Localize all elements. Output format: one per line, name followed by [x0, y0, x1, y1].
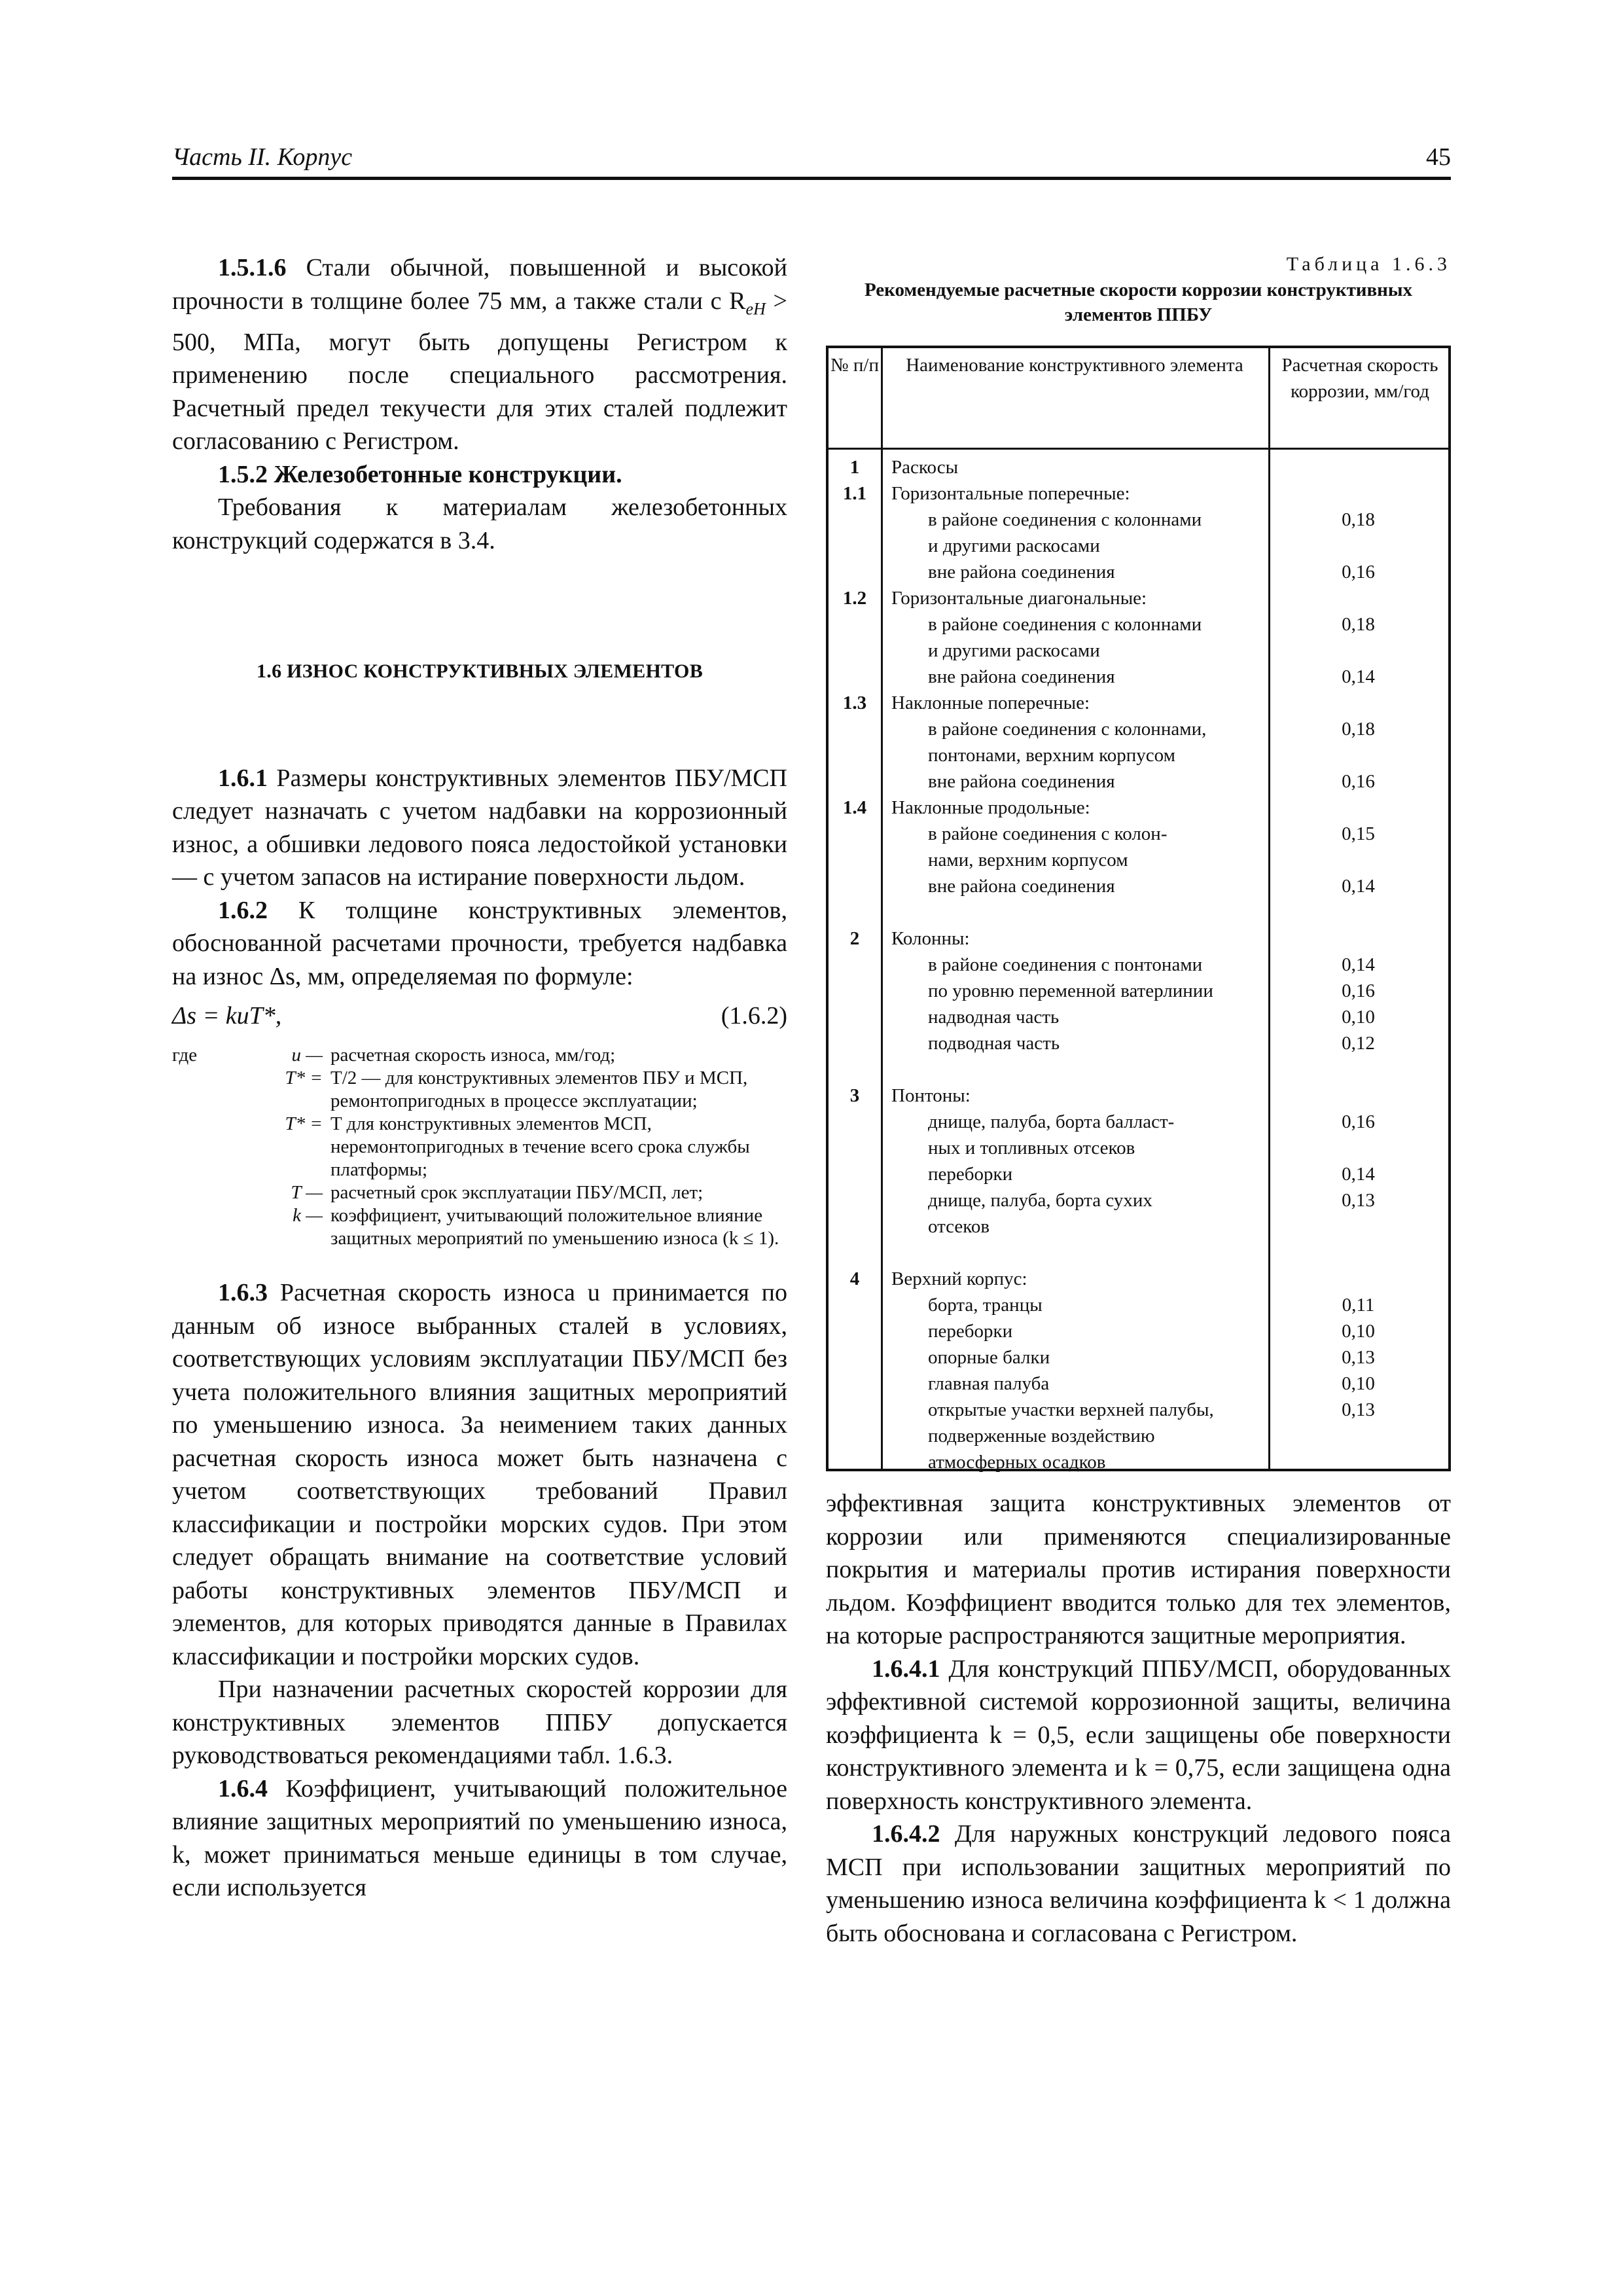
table-row: [829, 585, 1448, 611]
table-row: [829, 1292, 1448, 1318]
row-rate: [1268, 795, 1448, 821]
row-element: надводная часть: [928, 1007, 1060, 1028]
row-number: 1.2: [842, 588, 867, 609]
table-row: [829, 1030, 1448, 1056]
table-row: [829, 690, 1448, 716]
table-row: [829, 1266, 1448, 1292]
row-number: [829, 1187, 881, 1213]
row-number: [829, 952, 881, 978]
row-rate: 0,18: [1342, 509, 1375, 530]
row-element: опорные балки: [928, 1347, 1050, 1368]
table-row: [829, 1449, 1448, 1475]
row-rate: [1268, 742, 1448, 768]
table-row: [829, 1109, 1448, 1135]
row-number: 1: [849, 457, 860, 478]
row-rate: [1268, 690, 1448, 716]
row-element: Наклонные поперечные:: [891, 692, 1090, 713]
row-number: [829, 847, 881, 873]
row-rate: [1268, 1135, 1448, 1161]
row-element: в районе соединения с колоннами: [928, 614, 1202, 635]
row-number: [829, 611, 881, 637]
page-header: [172, 140, 1451, 180]
row-number: [829, 1449, 881, 1475]
row-rate: 0,11: [1342, 1295, 1375, 1316]
table-row: [829, 768, 1448, 795]
table-row: [829, 742, 1448, 768]
row-rate: 0,15: [1342, 823, 1375, 844]
row-rate: [1268, 1449, 1448, 1475]
paragraph-1-6-4: 1.6.4 Коэффициент, учитывающий положительное влияние защитных мероприятий по уменьшению износа, k, может приниматься меньше единицы в том случае, если используется: [172, 1774, 787, 1902]
row-number: [829, 1371, 881, 1397]
row-number: [829, 1397, 881, 1423]
table-number: Таблица 1.6.3: [1286, 253, 1451, 275]
paragraph-1-6-4-1: 1.6.4.1 Для конструкций ППБУ/МСП, оборудованных эффективной системой коррозионной защиты, величина коэффициента k = 0,5, если защищены обе поверхности конструктивного элемента и k = 0,75, если защищена одна поверхность конструктивного элемента.: [826, 1655, 1451, 1815]
table-row: [829, 1423, 1448, 1449]
table-row: [829, 1213, 1448, 1240]
row-rate: 0,13: [1342, 1347, 1375, 1368]
row-number: [829, 1109, 881, 1135]
paragraph-1-6-1: 1.6.1 Размеры конструктивных элементов ПБУ/МСП следует назначать с учетом надбавки на коррозионный износ, а обшивки ледового пояса ледостойкой установки — с учетом запасов на истирание поверхности льдом.: [172, 764, 787, 891]
row-rate: 0,14: [1342, 1164, 1375, 1185]
row-number: [829, 768, 881, 795]
row-number: 2: [849, 928, 860, 949]
row-rate: 0,10: [1342, 1007, 1375, 1028]
table-row: [829, 664, 1448, 690]
row-number: [829, 507, 881, 533]
left-column: [172, 251, 787, 1905]
row-element: борта, транцы: [928, 1295, 1043, 1316]
row-element: днище, палуба, борта балласт-: [928, 1111, 1175, 1132]
row-rate: 0,12: [1342, 1033, 1375, 1054]
row-element: подводная часть: [928, 1033, 1060, 1054]
row-element: атмосферных осадков: [928, 1452, 1106, 1473]
row-number: 1.4: [842, 797, 867, 818]
row-element: и другими раскосами: [928, 640, 1100, 661]
paragraph-1-6-3-b: При назначении расчетных скоростей коррозии для конструктивных элементов ППБУ допускается руководствоваться рекомендациями табл. 1.6.3.: [172, 1676, 787, 1770]
table-row: [829, 1371, 1448, 1397]
row-rate: [1268, 1423, 1448, 1449]
row-number: [829, 1292, 881, 1318]
row-rate: [1268, 480, 1448, 507]
row-element: Горизонтальные диагональные:: [891, 588, 1147, 609]
row-number: [829, 821, 881, 847]
running-title: Часть II. Корпус: [172, 143, 353, 171]
paragraph-1-6-4-cont: эффективная защита конструктивных элементов от коррозии или применяются специализированные покрытия и материалы против истирания поверхности льдом. Коэффициент вводится только для тех элементов, на которые распространяются защитные мероприятия.: [826, 1490, 1451, 1649]
row-number: [829, 533, 881, 559]
table-row: [829, 1318, 1448, 1344]
row-number: [829, 716, 881, 742]
table-row: [829, 507, 1448, 533]
formula-text: Δs = kuT*,: [172, 1002, 282, 1030]
table-row: [829, 1161, 1448, 1187]
row-rate: 0,16: [1342, 980, 1375, 1001]
row-rate: [1268, 1266, 1448, 1292]
table-gap: [829, 899, 1448, 925]
row-number: 4: [849, 1268, 860, 1289]
row-element: ных и топливных отсеков: [928, 1138, 1135, 1158]
row-rate: [1268, 925, 1448, 952]
row-number: 1.3: [842, 692, 867, 713]
table-row: [829, 1004, 1448, 1030]
row-rate: 0,18: [1342, 614, 1375, 635]
row-element: переборки: [928, 1321, 1013, 1342]
row-element: главная палуба: [928, 1373, 1050, 1394]
row-element: вне района соединения: [928, 771, 1115, 792]
row-number: [829, 1004, 881, 1030]
table-row: [829, 1083, 1448, 1109]
row-number: [829, 1344, 881, 1371]
row-number: [829, 978, 881, 1004]
table-row: [829, 611, 1448, 637]
row-rate: 0,14: [1342, 666, 1375, 687]
row-rate: 0,10: [1342, 1321, 1375, 1342]
row-number: [829, 1161, 881, 1187]
row-element: подверженные воздействию: [928, 1426, 1155, 1446]
table-head-num: № п/п: [830, 355, 879, 376]
row-number: [829, 1318, 881, 1344]
table-row: [829, 1344, 1448, 1371]
table-row: [829, 480, 1448, 507]
table-row: [829, 952, 1448, 978]
table-caption: [826, 251, 1451, 327]
table-gap: [829, 1240, 1448, 1266]
row-element: переборки: [928, 1164, 1013, 1185]
table-row: [829, 821, 1448, 847]
row-rate: [1268, 1213, 1448, 1240]
right-column: [826, 1487, 1451, 1950]
row-number: [829, 873, 881, 899]
row-element: в районе соединения с понтонами: [928, 954, 1203, 975]
row-rate: [1268, 637, 1448, 664]
row-element: понтонами, верхним корпусом: [928, 745, 1175, 766]
paragraph-1-6-3: 1.6.3 Расчетная скорость износа u принимается по данным об износе выбранных сталей в условиях, соответствующих условиям эксплуатации ПБУ/МСП без учета положительного влияния защитных мероприятий по уменьшению износа. За неимением таких данных расчетная скорость износа может быть назначена с учетом соответствующих требований Правил классификации и постройки морских судов. При этом следует обращать внимание на соответствие условий работы конструктивных элементов ПБУ/МСП и элементов, для которых приводятся данные в Правилах классификации и постройки морских судов.: [172, 1279, 787, 1670]
table-row: [829, 873, 1448, 899]
paragraph-1-6-4-2: 1.6.4.2 Для наружных конструкций ледового пояса МСП при использовании защитных мероприятий по уменьшению износа величина коэффициента k < 1 должна быть обоснована и согласована с Регистром.: [826, 1820, 1451, 1947]
row-rate: 0,13: [1342, 1399, 1375, 1420]
table-row: [829, 795, 1448, 821]
row-number: [829, 559, 881, 585]
table-row: [829, 847, 1448, 873]
paragraph-1-5-1-6: 1.5.1.6 Стали обычной, повышенной и высокой прочности в толщине более 75 мм, а также стали с $R_{eH} > 500$, МПа, могут быть допущены Регистром к применению после специального рассмотрения. Расчетный предел текучести для этих сталей подлежит согласованию с Регистром.: [172, 254, 787, 456]
heading-1-5-2: 1.5.2 Железобетонные конструкции.: [218, 460, 622, 488]
row-number: [829, 1213, 881, 1240]
row-rate: 0,10: [1342, 1373, 1375, 1394]
row-rate: [1268, 847, 1448, 873]
row-number: [829, 1423, 881, 1449]
row-rate: [1268, 585, 1448, 611]
row-element: отсеков: [928, 1216, 990, 1237]
table-row: [829, 1135, 1448, 1161]
row-element: в районе соединения с колоннами,: [928, 719, 1207, 740]
row-number: [829, 1135, 881, 1161]
row-element: и другими раскосами: [928, 535, 1100, 556]
table-head-name: Наименование конструктивного элемента: [906, 355, 1243, 376]
table-row: [829, 1397, 1448, 1423]
row-number: 1.1: [842, 483, 867, 504]
table-body: [829, 454, 1448, 1475]
table-row: [829, 559, 1448, 585]
table-row: [829, 978, 1448, 1004]
row-rate: 0,14: [1342, 954, 1375, 975]
row-element: Горизонтальные поперечные:: [891, 483, 1130, 504]
page-number: 45: [1426, 143, 1451, 171]
row-element: открытые участки верхней палубы,: [928, 1399, 1214, 1420]
row-number: [829, 742, 881, 768]
row-rate: 0,14: [1342, 876, 1375, 897]
formula-legend: где u — расчетная скорость износа, мм/год; T* = T/2 — для конструктивных элементов ПБУ и МСП, ремонтопригодных в процессе эксплуатации; T* = T для конструктивных элементов МСП, неремонтопригодных в течение всего срока службы платформы; T — расчетный срок эксплуатации ПБУ/МСП, лет; k — коэффициент, учитывающий положительное влияние защитных мероприятий по уменьшению износа (k ≤ 1).: [172, 1045, 779, 1249]
table-head-rate: Расчетная скорость коррозии, мм/год: [1281, 355, 1438, 402]
row-number: [829, 1030, 881, 1056]
row-rate: 0,16: [1342, 771, 1375, 792]
row-element: Верхний корпус:: [891, 1268, 1027, 1289]
table-row: [829, 1187, 1448, 1213]
row-rate: 0,18: [1342, 719, 1375, 740]
row-element: Колонны:: [891, 928, 970, 949]
row-number: 3: [849, 1085, 860, 1106]
row-element: Наклонные продольные:: [891, 797, 1090, 818]
row-rate: [1268, 533, 1448, 559]
table-row: [829, 454, 1448, 480]
row-number: [829, 664, 881, 690]
row-rate: 0,16: [1342, 562, 1375, 583]
table-title: Рекомендуемые расчетные скорости коррозии конструктивных элементов ППБУ: [864, 279, 1413, 325]
row-element: вне района соединения: [928, 876, 1115, 897]
row-element: вне района соединения: [928, 666, 1115, 687]
row-element: Раскосы: [891, 457, 959, 478]
row-element: в районе соединения с колон-: [928, 823, 1168, 844]
row-rate: [1268, 1083, 1448, 1109]
table-row: [829, 637, 1448, 664]
table-row: [829, 716, 1448, 742]
row-rate: 0,16: [1342, 1111, 1375, 1132]
paragraph-1-5-2: Требования к материалам железобетонных конструкций содержатся в 3.4.: [172, 493, 787, 554]
table-row: [829, 533, 1448, 559]
table-row: [829, 925, 1448, 952]
formula-1-6-2: [172, 999, 787, 1032]
paragraph-1-6-2: 1.6.2 К толщине конструктивных элементов, обоснованной расчетами прочности, требуется надбавка на износ Δs, мм, определяемая по формуле:: [172, 896, 787, 990]
table-gap: [829, 1056, 1448, 1083]
corrosion-rate-table: [826, 346, 1451, 1471]
section-heading: 1.6 ИЗНОС КОНСТРУКТИВНЫХ ЭЛЕМЕНТОВ: [256, 660, 704, 683]
row-element: по уровню переменной ватерлинии: [928, 980, 1213, 1001]
formula-number: (1.6.2): [721, 1002, 787, 1030]
row-rate: 0,13: [1342, 1190, 1375, 1211]
row-element: днище, палуба, борта сухих: [928, 1190, 1152, 1211]
row-element: Понтоны:: [891, 1085, 971, 1106]
row-element: нами, верхним корпусом: [928, 850, 1128, 870]
row-number: [829, 637, 881, 664]
row-element: в районе соединения с колоннами: [928, 509, 1202, 530]
row-rate: [1268, 454, 1448, 480]
row-element: вне района соединения: [928, 562, 1115, 583]
